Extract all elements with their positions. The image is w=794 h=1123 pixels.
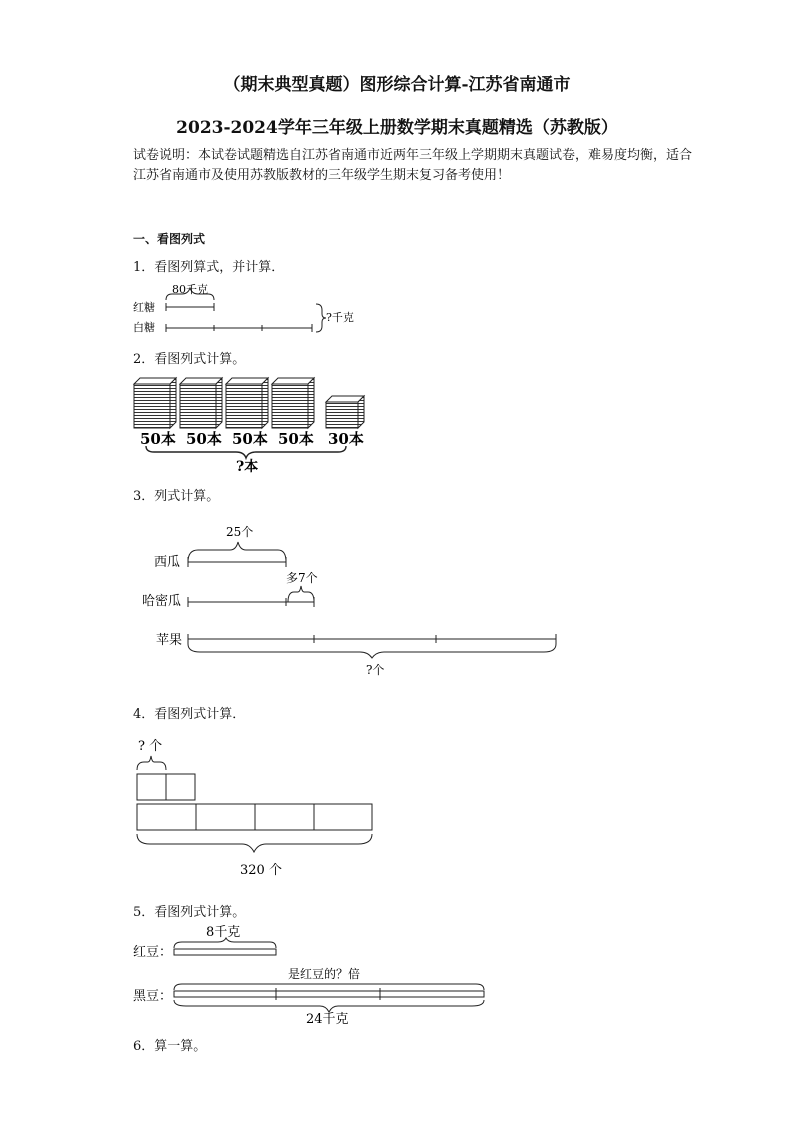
question-text: 看图列式计算。 (154, 905, 246, 920)
question-4 (133, 703, 245, 722)
exam-description: 试卷说明：本试卷试题精选自江苏省南通市近两年三年级上学期期末真题试卷，难易度均衡，适合江苏省南通市及使用苏教版教材的三年级学生期末复习备考使用！ (133, 148, 693, 183)
question-text: 列式计算。 (154, 489, 220, 504)
question-6 (133, 1035, 206, 1054)
stack-label: 50本 (186, 430, 222, 448)
title-line-2: 2023-2024学年三年级上册数学期末真题精选（苏教版） (176, 118, 618, 138)
question-text: 看图列算式，并计算． (154, 260, 285, 275)
q5-row1-label: 红豆： (133, 945, 173, 960)
q1-top-qty: 80千克 (172, 283, 208, 296)
diagram-5 (130, 922, 500, 1030)
question-number: 6． (133, 1039, 155, 1054)
diagram-2-svg (130, 372, 390, 478)
question-3 (133, 485, 219, 504)
question-number: 1． (133, 260, 155, 275)
section-title: 一、看图列式 (133, 232, 206, 246)
q1-row2-label: 白糖 (133, 321, 155, 334)
diagram-3 (130, 520, 570, 682)
diagram-4-svg (130, 734, 390, 880)
question-number: 4． (133, 707, 155, 722)
q4-top-qty: ? 个 (138, 739, 163, 754)
q3-total: ?个 (366, 663, 385, 677)
q4-total: 320 个 (240, 863, 282, 878)
q3-row1-label: 西瓜 (154, 555, 181, 570)
q5-ratio: 是红豆的？倍 (288, 967, 361, 981)
book-stack (180, 378, 222, 428)
diagram-1-svg (130, 280, 370, 336)
question-2 (133, 348, 245, 367)
q1-total: ?千克 (326, 311, 354, 324)
stack-label: 50本 (140, 430, 176, 448)
diagram-3-svg (130, 520, 570, 682)
q3-row2-label: 哈密瓜 (142, 594, 182, 609)
q3-row1-qty: 25个 (226, 525, 254, 539)
question-number: 3． (133, 489, 155, 504)
q1-row1-label: 红糖 (133, 301, 155, 314)
title-line-1: （期末典型真题）图形综合计算-江苏省南通市 (223, 75, 571, 95)
question-1 (133, 256, 284, 275)
q5-total: 24千克 (306, 1012, 349, 1027)
q3-row2-qty: 多7个 (286, 571, 318, 585)
question-number: 5． (133, 905, 155, 920)
stack-label: 50本 (232, 430, 268, 448)
question-text: 算一算。 (154, 1039, 207, 1054)
book-stack (226, 378, 268, 428)
question-5 (133, 901, 245, 920)
diagram-2 (130, 372, 390, 478)
q5-row1-qty: 8千克 (206, 925, 241, 940)
book-stack-small (326, 396, 364, 428)
question-text: 看图列式计算． (154, 707, 246, 722)
question-number: 2． (133, 352, 155, 367)
q3-row3-label: 苹果 (156, 633, 183, 648)
question-text: 看图列式计算。 (154, 352, 246, 367)
diagram-4 (130, 734, 390, 880)
diagram-1 (130, 280, 370, 336)
diagram-5-svg (130, 922, 500, 1030)
q2-total: ?本 (236, 459, 259, 475)
book-stack (134, 378, 176, 428)
stack-label: 30本 (328, 430, 364, 448)
book-stack (272, 378, 314, 428)
q5-row2-label: 黑豆： (133, 989, 173, 1004)
stack-label: 50本 (278, 430, 314, 448)
